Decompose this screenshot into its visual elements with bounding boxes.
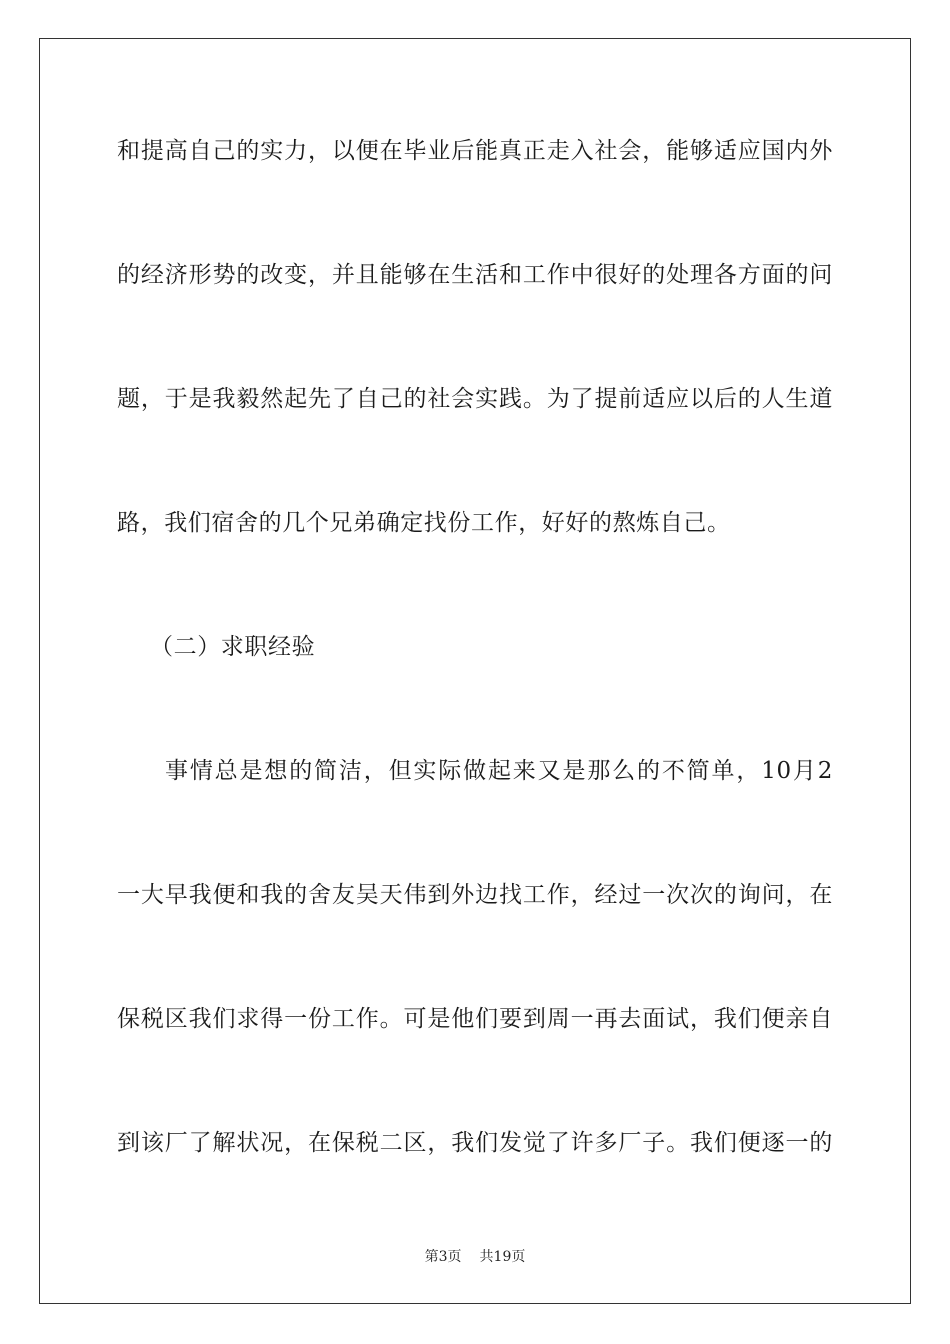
paragraph-line: 和提高自己的实力，以便在毕业后能真正走入社会，能够适应国内外 [117,138,833,164]
paragraph-line: 事情总是想的简洁，但实际做起来又是那么的不简单，10月2 [165,758,833,784]
page-total: 共19页 [479,1249,526,1265]
paragraph-line: 保税区我们求得一份工作。可是他们要到周一再去面试，我们便亲自 [117,1006,833,1032]
paragraph-line: 的经济形势的改变，并且能够在生活和工作中很好的处理各方面的问 [117,262,833,288]
section-heading: （二）求职经验 [150,634,316,660]
paragraph-line: 一大早我便和我的舍友吴天伟到外边找工作，经过一次次的询问，在 [117,882,833,908]
paragraph-line: 题，于是我毅然起先了自己的社会实践。为了提前适应以后的人生道 [117,386,833,412]
paragraph-line: 到该厂了解状况，在保税二区，我们发觉了许多厂子。我们便逐一的 [117,1130,833,1156]
page-footer [0,1248,950,1266]
page-border [39,38,911,1304]
paragraph-line: 路，我们宿舍的几个兄弟确定找份工作，好好的熬炼自己。 [117,510,731,536]
page-number: 第3页 [424,1249,462,1265]
